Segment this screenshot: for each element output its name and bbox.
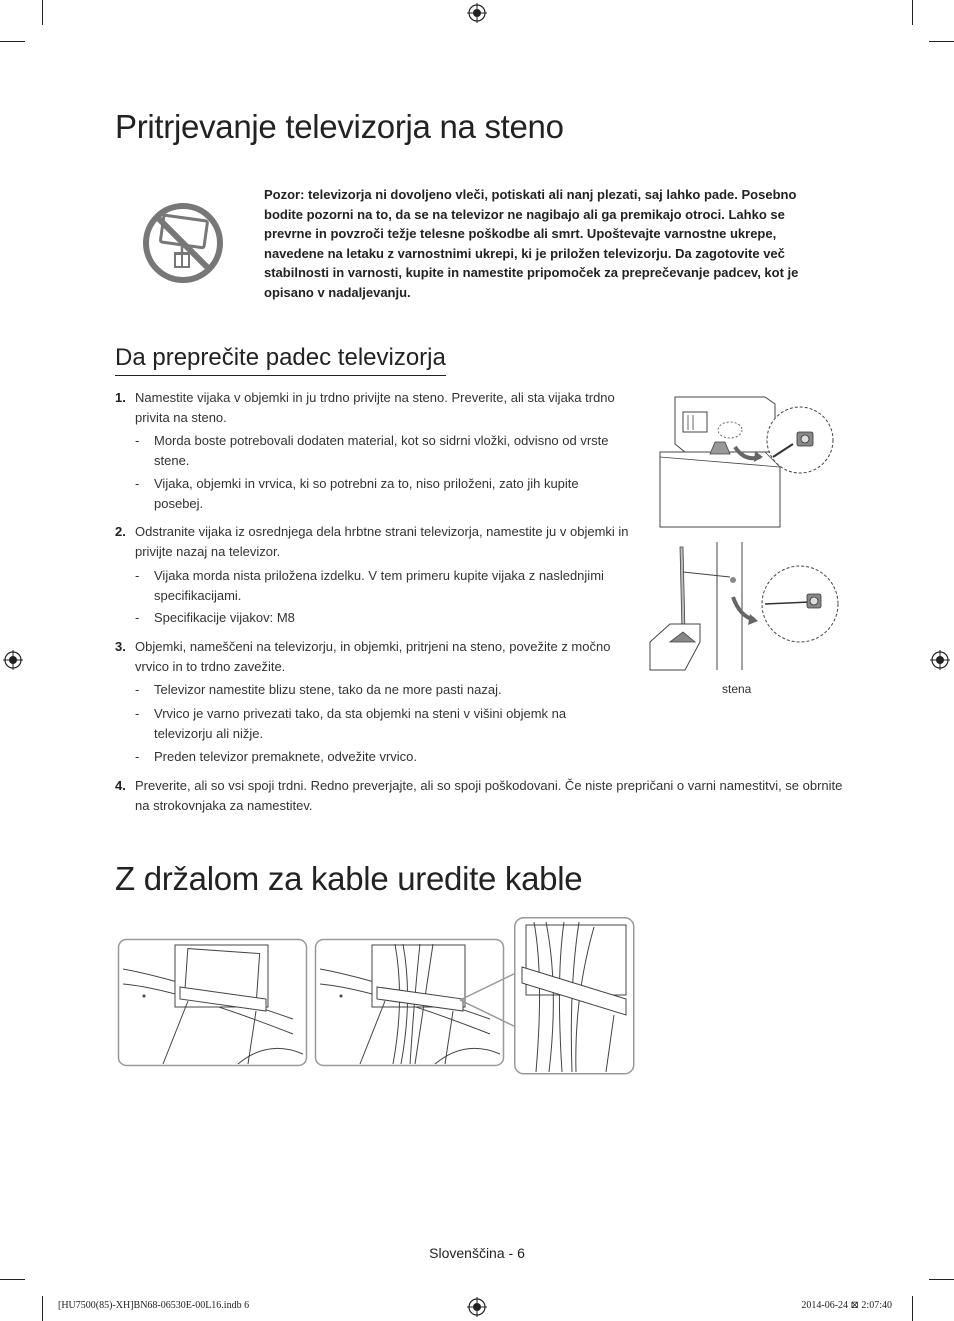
tv-wall-tie-illustration [645,542,840,672]
section-subtitle: Da preprečite padec televizorja [115,344,446,376]
cable-holder-step-1-illustration [118,939,308,1067]
crop-mark [42,0,43,25]
wall-caption: stena [722,682,752,696]
section-title: Z držalom za kable uredite kable [115,860,583,897]
no-tv-tip-over-icon [140,200,226,286]
step-text: Namestite vijaka v objemki in ju trdno privijte na steno. Preverite, ali sta vijaka trdno privita na steno. [135,390,615,425]
crosshair-registration-icon [467,1297,487,1317]
crop-mark [912,0,913,25]
cable-holder-zoom-illustration [514,917,636,1075]
crop-mark [912,1296,913,1321]
page-number: Slovenščina - 6 [429,1245,525,1261]
crop-mark [929,41,954,42]
step-number: 1. [115,390,126,405]
crop-mark [0,41,25,42]
crosshair-registration-icon [3,650,23,670]
step-number: 3. [115,639,126,654]
crosshair-registration-icon [467,3,487,23]
zoom-connector [458,970,520,1030]
tv-bracket-illustration [655,392,835,532]
step-text: Objemki, nameščeni na televizorju, in objemki, pritrjeni na steno, povežite z močno vrvico in to trdno zavežite. [135,639,611,674]
page-title: Pritrjevanje televizorja na steno [115,108,564,145]
step-text: Odstranite vijaka iz osrednjega dela hrbtne strani televizorja, namestite ju v objemki in privijte nazaj na televizor. [135,524,629,559]
print-slug-right: 2014-06-24 ⊠ 2:07:40 [801,1300,892,1311]
warning-text: Pozor: televizorja ni dovoljeno vleči, potiskati ali nanj plezati, saj lahko pade. Posebno bodite pozorni na to, da se na televizor ne nagibajo ali ga premikajo otroci. Lahko se prevrne in povzroči težje telesne poškodbe ali smrt. Upoštevajte varnostne ukrepe, navedene na letaku z varnostnimi ukrepi, ki je priložen televizorju. Da zagotovite več stabilnosti in varnosti, kupite in namestite pripomoček za preprečevanje padcev, kot je opisano v nadaljevanju. [264,187,799,300]
step-text: Preverite, ali so vsi spoji trdni. Redno preverjajte, ali so spoji poškodovani. Če niste prepričani o varni namestitvi, se obrnite na strokovnjaka za namestitev. [135,778,843,813]
crop-mark [929,1279,954,1280]
step-number: 2. [115,524,126,539]
crosshair-registration-icon [930,650,950,670]
crop-mark [0,1279,25,1280]
crop-mark [42,1296,43,1321]
print-slug-left: [HU7500(85)-XH]BN68-06530E-00L16.indb 6 [58,1300,250,1311]
step-number: 4. [115,778,126,793]
